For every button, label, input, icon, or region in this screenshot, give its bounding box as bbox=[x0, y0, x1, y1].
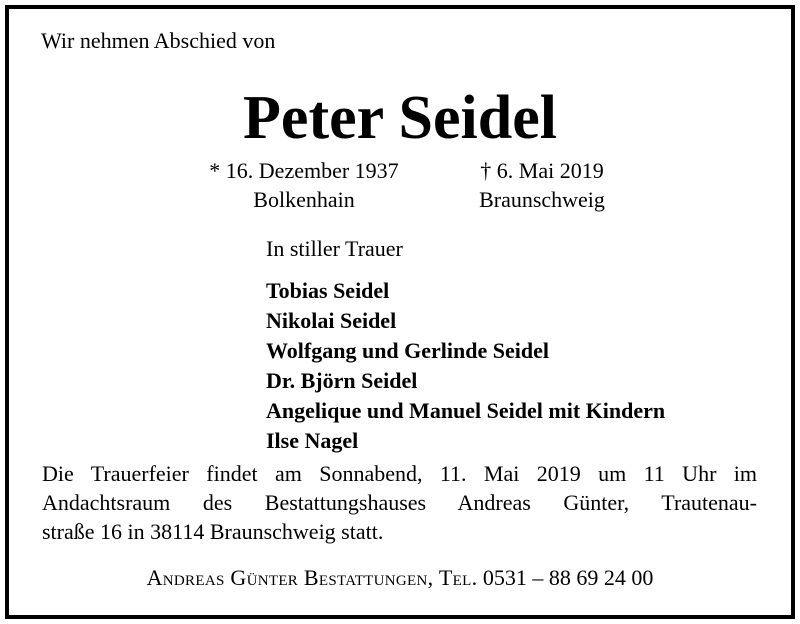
ceremony-line: straße 16 in 38114 Braunschweig statt. bbox=[42, 519, 384, 544]
funeral-home-name: Andreas Günter Bestattungen, bbox=[146, 565, 434, 590]
ceremony-line: Die Trauerfeier findet am Sonnabend, 11. Mai 2019 um 11 Uhr im bbox=[42, 461, 757, 486]
mourner-name: Dr. Björn Seidel bbox=[266, 368, 418, 393]
intro-text: Wir nehmen Abschied von bbox=[41, 28, 276, 53]
mourner-name: Tobias Seidel bbox=[266, 278, 390, 303]
funeral-home-footer bbox=[0, 565, 800, 591]
phone-label: Tel. bbox=[438, 565, 478, 590]
mourner-name: Nikolai Seidel bbox=[266, 308, 397, 333]
mourner-name: Angelique und Manuel Seidel mit Kindern bbox=[266, 398, 666, 423]
birth-info bbox=[185, 156, 423, 214]
death-info bbox=[462, 156, 622, 214]
death-date: † 6. Mai 2019 bbox=[480, 158, 604, 183]
ceremony-notice bbox=[42, 459, 757, 546]
birth-date: * 16. Dezember 1937 bbox=[209, 158, 399, 183]
mourners-list bbox=[266, 276, 665, 456]
mourning-label: In stiller Trauer bbox=[266, 236, 403, 261]
birth-place: Bolkenhain bbox=[253, 187, 355, 212]
mourner-name: Wolfgang und Gerlinde Seidel bbox=[266, 338, 549, 363]
phone-number: 0531 – 88 69 24 00 bbox=[482, 565, 654, 590]
deceased-name: Peter Seidel bbox=[243, 84, 557, 152]
ceremony-line: Andachtsraum des Bestattungshauses Andreas Günter, Trautenau- bbox=[42, 490, 757, 515]
mourner-name: Ilse Nagel bbox=[266, 428, 359, 453]
death-place: Braunschweig bbox=[479, 187, 605, 212]
